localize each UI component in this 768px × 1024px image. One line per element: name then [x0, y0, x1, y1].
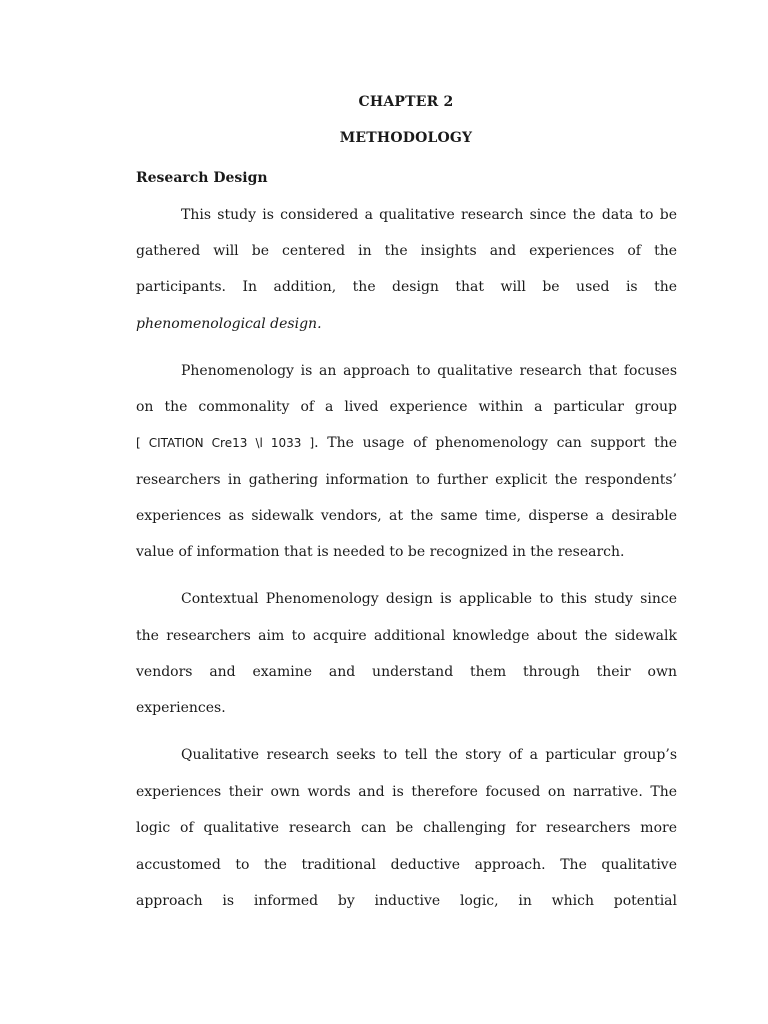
paragraph-line-rest: . The usage of phenomenology can support the — [314, 435, 677, 451]
paragraph-line: This study is considered a qualitative research since the data to be — [181, 207, 677, 223]
paragraph-line: vendors and examine and understand them through their own — [136, 664, 677, 680]
paragraph-line: Phenomenology is an approach to qualitative research that focuses — [181, 363, 677, 379]
paragraph-line: accustomed to the traditional deductive approach. The qualitative — [136, 857, 677, 873]
paragraph-line: logic of qualitative research can be challenging for researchers more — [136, 820, 677, 836]
paragraph-line: the researchers aim to acquire additional knowledge about the sidewalk — [136, 628, 677, 644]
paragraph-line: experiences as sidewalk vendors, at the same time, disperse a desirable — [136, 508, 677, 524]
chapter-label: CHAPTER 2 — [358, 94, 454, 110]
paragraph-line: researchers in gathering information to further explicit the respondents’ — [136, 472, 677, 488]
paragraph-line: participants. In addition, the design that will be used is the — [136, 279, 677, 295]
paragraph-line: value of information that is needed to be recognized in the research. — [136, 544, 625, 560]
paragraph-line: Qualitative research seeks to tell the story of a particular group’s — [181, 747, 677, 763]
section-heading: Research Design — [136, 170, 268, 186]
citation-field: [ CITATION Cre13 \l 1033 ] — [136, 436, 315, 450]
paragraph-line: phenomenological design. — [136, 316, 322, 332]
paragraph-line: experiences their own words and is therefore focused on narrative. The — [136, 784, 677, 800]
paragraph-line: experiences. — [136, 700, 226, 716]
paragraph-line — [136, 434, 677, 452]
paragraph-line: on the commonality of a lived experience within a particular group — [136, 399, 677, 415]
paragraph-line: approach is informed by inductive logic, in which potential — [136, 893, 677, 909]
chapter-title: METHODOLOGY — [339, 130, 473, 146]
paragraph-line: gathered will be centered in the insights and experiences of the — [136, 243, 677, 259]
paragraph-line: Contextual Phenomenology design is applicable to this study since — [181, 591, 677, 607]
